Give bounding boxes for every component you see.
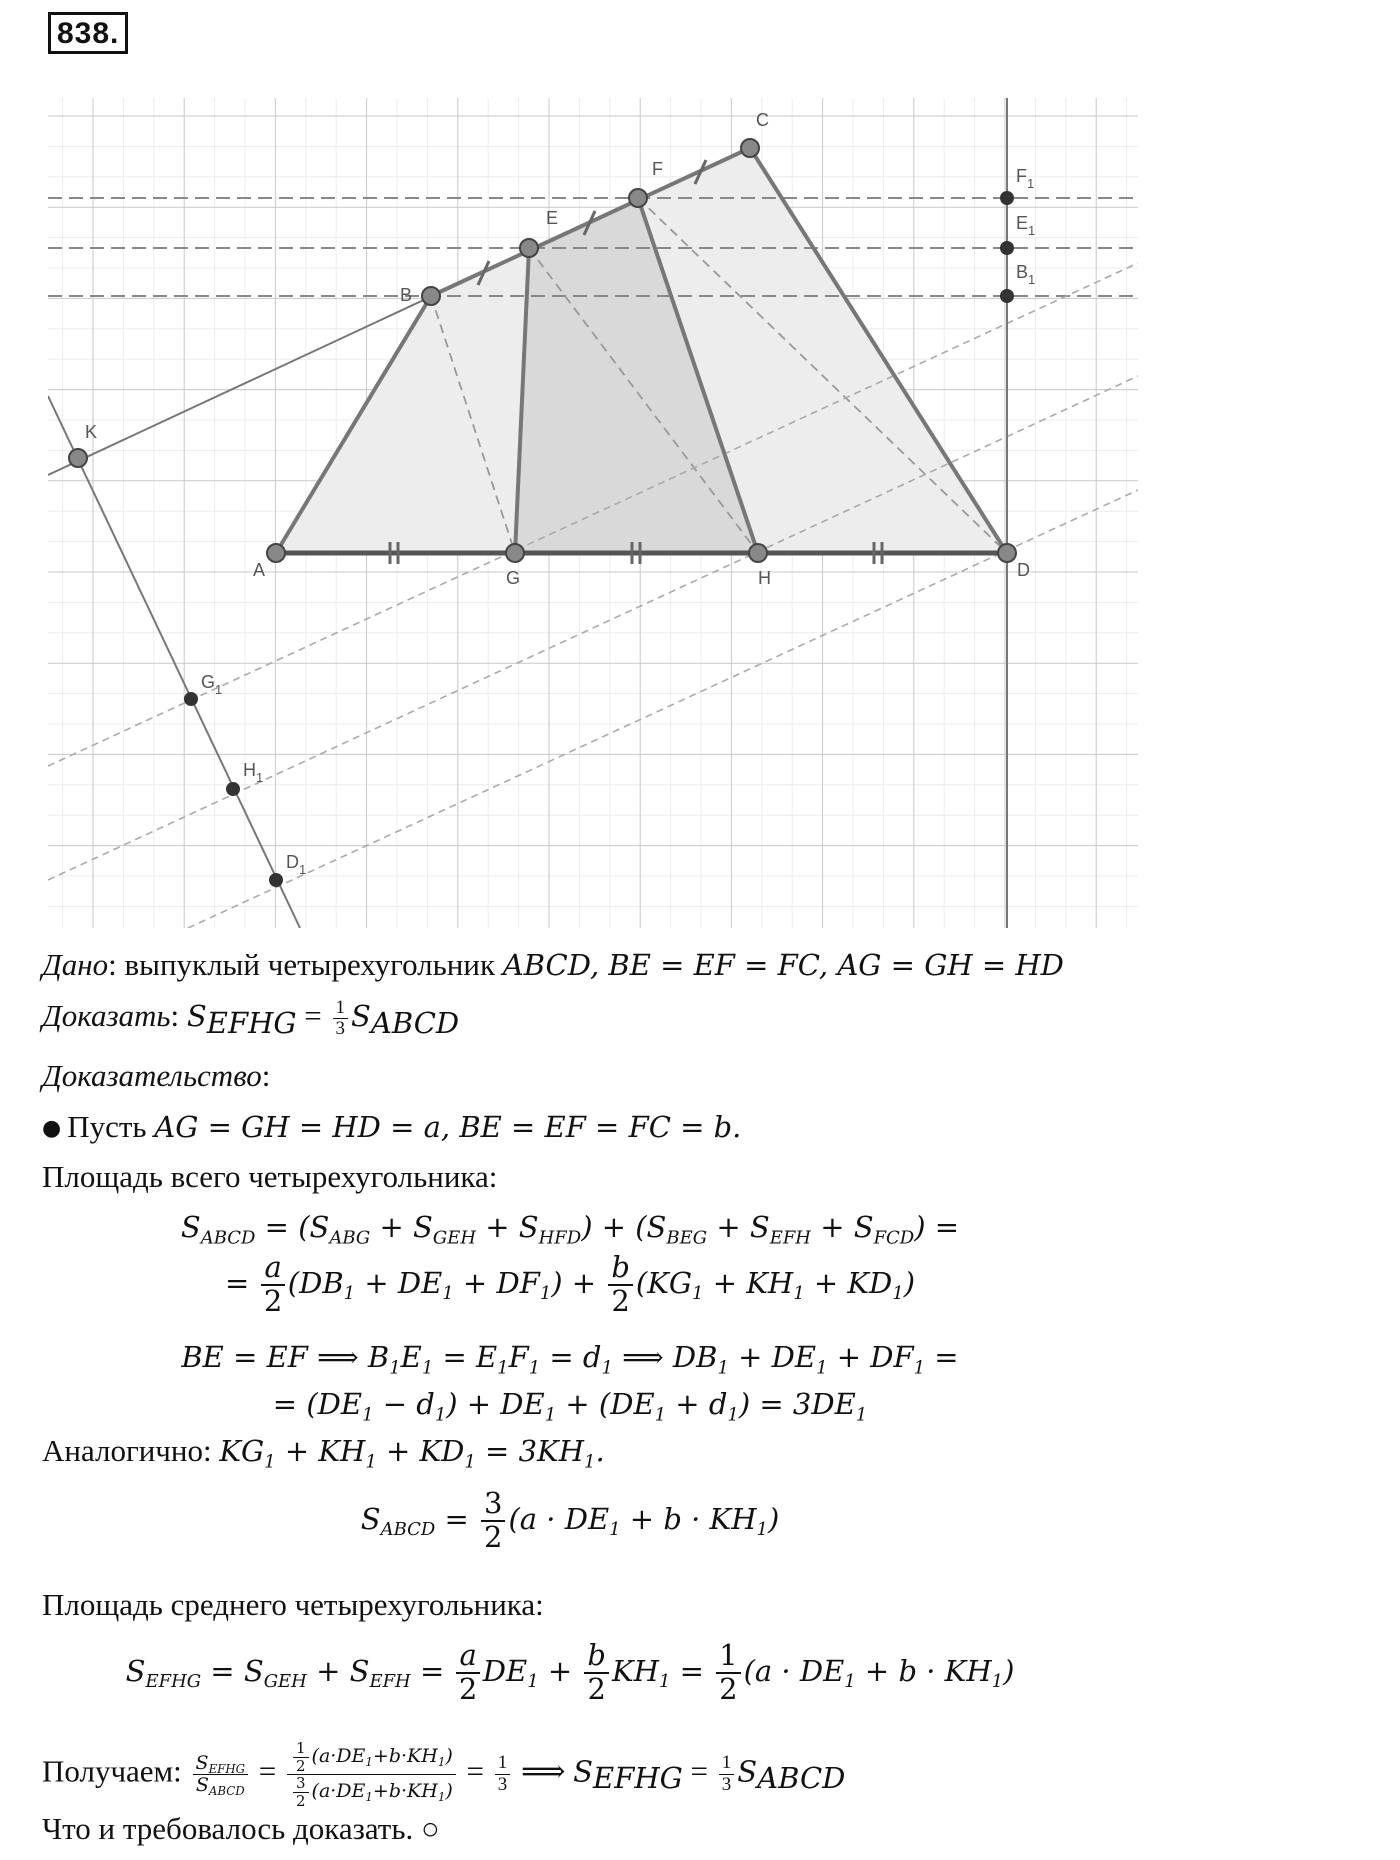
- geometry-figure: [48, 98, 1138, 928]
- label-b1: $B_1$: [1016, 262, 1036, 287]
- eq-2: = $\frac{a}{2}$ $(DB_1 + DE_1 + DF_1)$ + $\frac{b}{2}$ $(KG_1 + KH_1 + KD_1)$: [224, 1250, 916, 1318]
- eq-1: $S_{ABCD} = (S_{ABG} + S_{GEH} + S_{HFD}) + (S_{BEG} + S_{EFH} + S_{FCD})$ =: [180, 1210, 960, 1249]
- point-c: [741, 139, 759, 157]
- label-e: E: [546, 208, 559, 228]
- label-a: A: [253, 560, 266, 580]
- point-h: [749, 544, 767, 562]
- eq-6: $S_{EFHG} = S_{GEH} + S_{EFH}$ = $\frac{a}{2}$ $DE_1$ + $\frac{b}{2}$ $KH_1$ = $\frac{1}{2}$ $(a \cdot DE_1 + b \cdot KH_1)$: [125, 1638, 1015, 1706]
- problem-number: 838.: [48, 12, 128, 54]
- prove-line: Доказать: $S_{EFHG}$ = $\frac{1}{3}$ $S_{ABCD}$: [42, 996, 460, 1040]
- result-line: Получаем: $\frac{S_{EFHG}}{S_{ABCD}}$ = $\frac{1}{2}$ $(a\cdot DE_1+b\cdot KH_1)$ $\frac{3}{2}$ $(a\cdot DE_1+b\cdot KH_1)$ = $\frac{1}{3}$ ⟹ $S_{EFHG}$ = $\frac{1}{3}$ $S_{ABCD}$: [42, 1739, 846, 1810]
- point-g1: [184, 692, 198, 706]
- point-f1: [1000, 191, 1014, 205]
- point-b: [422, 287, 440, 305]
- point-b1: [1000, 289, 1014, 303]
- given-line: Дано: выпуклый четырехугольник ABCD, BE = EF = FC, AG = GH = HD: [42, 947, 1064, 982]
- point-d: [998, 544, 1016, 562]
- label-h: H: [758, 568, 771, 588]
- label-c: C: [756, 110, 769, 130]
- label-k: K: [85, 422, 98, 442]
- point-g: [506, 544, 524, 562]
- label-g: G: [506, 568, 521, 588]
- point-d1: [269, 873, 283, 887]
- label-g1: $G_1$: [201, 672, 223, 697]
- point-k: [69, 449, 87, 467]
- area-whole-line: Площадь всего четырехугольника:: [42, 1159, 498, 1194]
- point-h1: [226, 782, 240, 796]
- label-d: D: [1017, 560, 1030, 580]
- eq-5: $S_{ABCD}$ = $\frac{3}{2}$ $(a \cdot DE_1 + b \cdot KH_1)$: [360, 1486, 780, 1554]
- point-a: [267, 544, 285, 562]
- analog-line: Аналогично: $KG_1 + KH_1 + KD_1 = 3KH_1$.: [42, 1433, 605, 1473]
- line-k-d1: [48, 396, 300, 928]
- label-f1: $F_1$: [1016, 166, 1035, 191]
- label-d1: $D_1$: [286, 852, 307, 877]
- label-h1: $H_1$: [243, 760, 264, 785]
- point-f: [629, 189, 647, 207]
- point-e1: [1000, 241, 1014, 255]
- let-line: ● Пусть AG = GH = HD = a, BE = EF = FC = b.: [42, 1109, 742, 1144]
- point-e: [520, 239, 538, 257]
- label-b: B: [400, 285, 413, 305]
- label-e1: $E_1$: [1016, 213, 1036, 238]
- label-f: F: [652, 159, 663, 179]
- eq-4: = $(DE_1 - d_1) + DE_1 + (DE_1 + d_1) = 3DE_1$: [272, 1387, 868, 1426]
- proof-label: Доказательство:: [42, 1058, 271, 1093]
- qed-line: Что и требовалось доказать. ○: [42, 1811, 440, 1846]
- area-middle-line: Площадь среднего четырехугольника:: [42, 1587, 544, 1622]
- eq-3: BE = EF ⟹ $B_1E_1 = E_1F_1 = d_1$ ⟹ $DB_1 + DE_1 + DF_1$ =: [181, 1340, 959, 1379]
